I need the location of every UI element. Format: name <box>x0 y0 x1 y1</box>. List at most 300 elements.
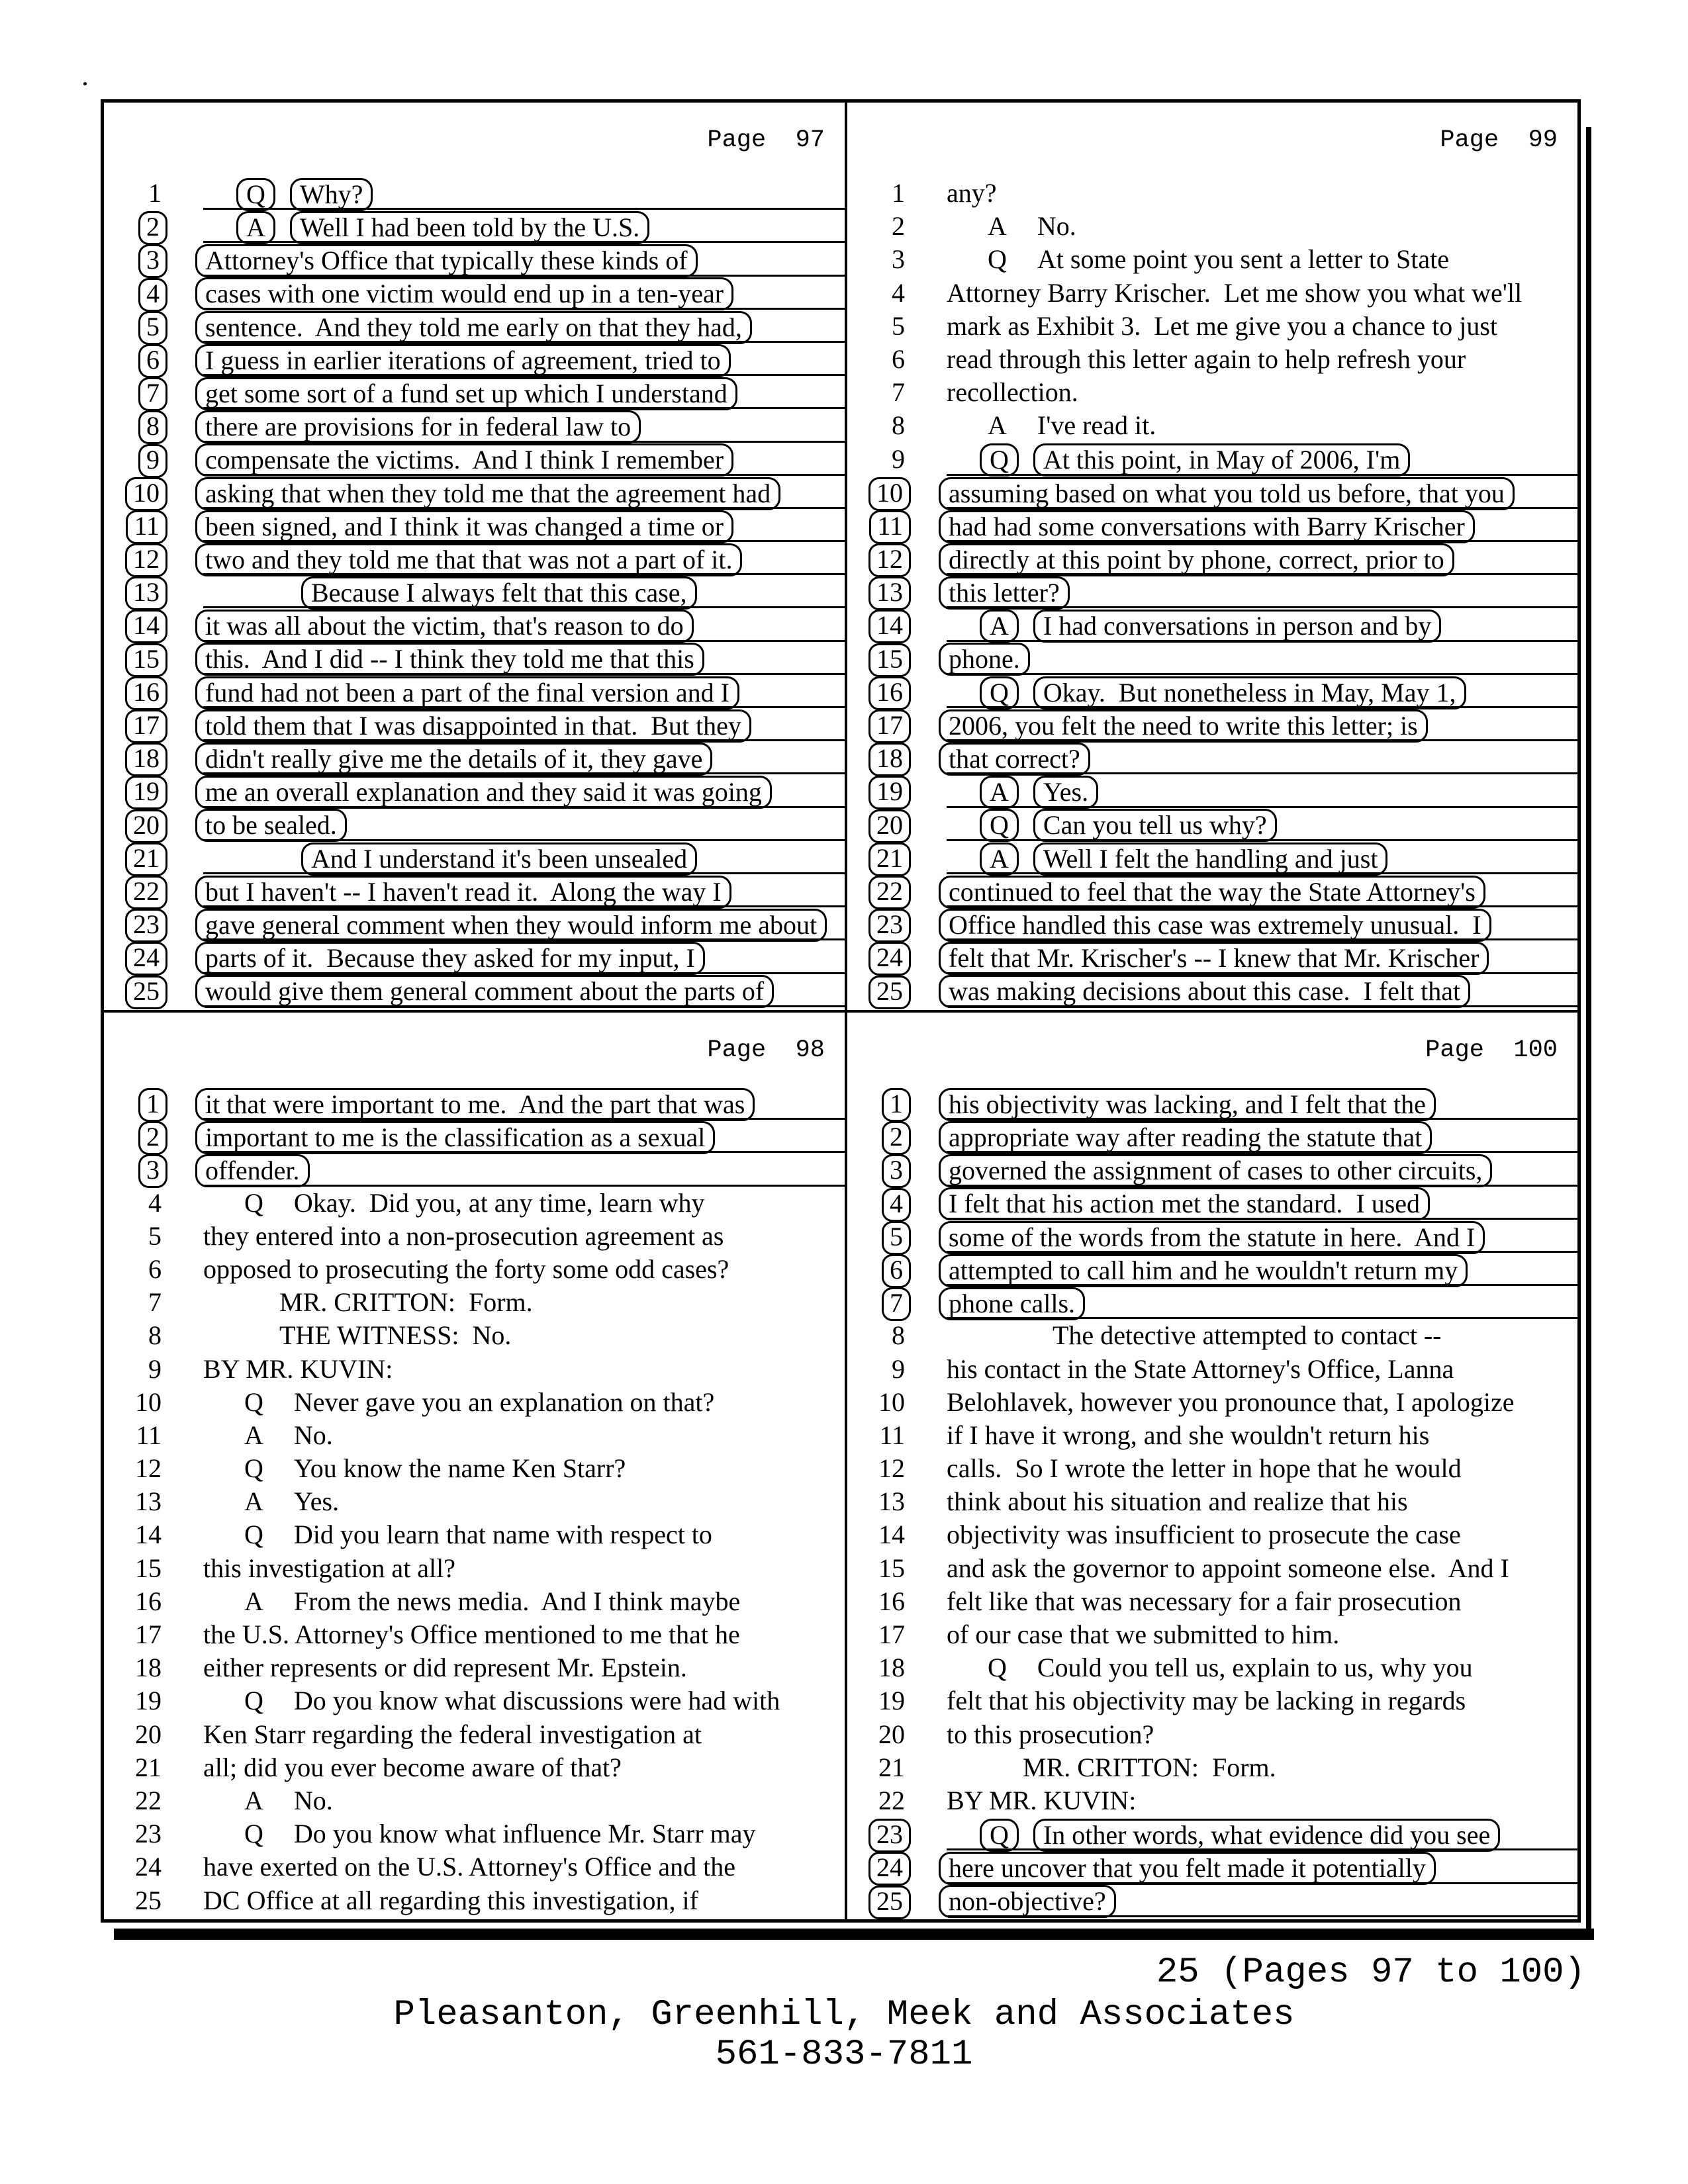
transcript-line <box>104 1684 845 1717</box>
line-text: if I have it wrong, and she wouldn't return his <box>947 1420 1430 1450</box>
line-number-circled: 25 <box>868 976 911 1009</box>
line-number-cell <box>104 409 167 442</box>
line-number: 18 <box>135 1653 162 1683</box>
line-number: 11 <box>136 1420 162 1450</box>
line-text-highlight-boxed: that correct? <box>939 743 1090 776</box>
line-text-highlight-boxed: Because I always felt that this case, <box>301 576 697 610</box>
transcript-line <box>104 1286 845 1319</box>
line-number-cell <box>847 1684 911 1717</box>
line-text-area <box>947 741 1577 774</box>
line-number-cell <box>847 376 911 409</box>
line-text: read through this letter again to help refresh your <box>947 343 1466 374</box>
line-number-circled: 16 <box>868 676 911 710</box>
line-number-circled: 7 <box>138 377 167 411</box>
transcript-line <box>847 443 1577 476</box>
line-number-cell <box>104 1120 167 1153</box>
line-text: have exerted on the U.S. Attorney's Office and the <box>203 1852 736 1882</box>
line-number-circled: 18 <box>868 743 911 776</box>
qa-prefix: Q <box>244 1387 263 1417</box>
line-text-area <box>947 177 1577 210</box>
line-number: 15 <box>135 1553 162 1583</box>
line-number: 9 <box>892 1353 905 1384</box>
line-text-area <box>947 243 1577 276</box>
line-number-circled: 22 <box>125 876 167 909</box>
transcript-line <box>847 1485 1577 1518</box>
qa-prefix: Q <box>244 1187 263 1218</box>
line-number-circled: 6 <box>138 344 167 378</box>
line-text: From the news media. And I think maybe <box>293 1586 741 1616</box>
line-number-cell <box>104 1187 167 1220</box>
line-number: 23 <box>135 1819 162 1849</box>
line-number-cell <box>104 1419 167 1452</box>
line-number-circled: 24 <box>868 1852 911 1886</box>
line-text-area <box>203 1884 845 1917</box>
line-text-highlight-boxed: this. And I did -- I think they told me that this <box>195 643 704 676</box>
line-text-area <box>203 1485 845 1518</box>
line-number-cell <box>847 1784 911 1817</box>
line-text-area <box>203 1751 845 1784</box>
line-number-cell <box>847 1817 911 1850</box>
line-number-circled: 5 <box>138 311 167 345</box>
line-text: opposed to prosecuting the forty some odd cases? <box>203 1253 729 1284</box>
footer-page-count: 25 (Pages 97 to 100) <box>1156 1952 1585 1993</box>
line-number-circled: 14 <box>868 610 911 643</box>
line-number: 1 <box>892 178 905 208</box>
line-text-highlight-boxed: there are provisions for in federal law to <box>195 410 641 443</box>
line-number-cell <box>104 1253 167 1286</box>
line-text-highlight-boxed: didn't really give me the details of it, they gave <box>195 743 712 776</box>
line-text-area <box>203 675 845 708</box>
line-text-area <box>203 1784 845 1817</box>
line-number: 24 <box>135 1852 162 1882</box>
line-number-circled: 3 <box>882 1154 911 1188</box>
transcript-line <box>104 277 845 310</box>
line-number-cell <box>847 1452 911 1485</box>
line-number: 21 <box>135 1752 162 1782</box>
line-number-cell <box>104 1684 167 1717</box>
page-shadow-bottom <box>114 1929 1594 1940</box>
line-number: 16 <box>878 1586 905 1616</box>
transcript-line <box>104 675 845 708</box>
line-text: BY MR. KUVIN: <box>203 1353 393 1384</box>
transcript-line <box>104 243 845 276</box>
line-text-area <box>203 177 845 210</box>
transcript-line <box>104 443 845 476</box>
line-text-area <box>203 1718 845 1751</box>
line-number-circled: 7 <box>882 1287 911 1321</box>
page-cell-100 <box>847 1013 1577 1919</box>
line-text: Okay. Did you, at any time, learn why <box>293 1187 705 1218</box>
line-number: 16 <box>135 1586 162 1616</box>
transcript-line <box>104 608 845 641</box>
transcript-line <box>847 1684 1577 1717</box>
line-number-cell <box>104 1618 167 1651</box>
line-number-circled: 25 <box>868 1886 911 1919</box>
line-text-area <box>203 741 845 774</box>
qa-prefix: Q <box>980 443 1019 477</box>
transcript-line <box>847 1884 1577 1917</box>
line-number: 15 <box>878 1553 905 1583</box>
line-number-circled: 25 <box>125 976 167 1009</box>
line-text: No. <box>293 1420 333 1450</box>
line-text: objectivity was insufficient to prosecute the case <box>947 1520 1461 1550</box>
line-text-area <box>947 708 1577 741</box>
line-number-circled: 24 <box>868 942 911 976</box>
line-text: DC Office at all regarding this investigation, if <box>203 1885 698 1915</box>
transcript-line <box>104 1187 845 1220</box>
line-number-cell <box>104 1585 167 1618</box>
line-text-highlight-boxed: 2006, you felt the need to write this letter; is <box>939 709 1428 743</box>
line-number: 11 <box>879 1420 905 1450</box>
transcript-line <box>104 1153 845 1186</box>
line-number-circled: 19 <box>125 776 167 809</box>
line-text-area <box>947 1884 1577 1917</box>
line-number-cell <box>104 841 167 874</box>
transcript-line <box>104 1386 845 1419</box>
line-number: 25 <box>135 1885 162 1915</box>
line-number-cell <box>847 509 911 542</box>
line-text-highlight-boxed: to be sealed. <box>195 809 347 842</box>
line-text-highlight-boxed: some of the words from the statute in here. And I <box>939 1221 1485 1254</box>
transcript-line <box>104 1253 845 1286</box>
line-text-area <box>203 1518 845 1551</box>
line-number-cell <box>104 1552 167 1585</box>
line-number-cell <box>847 1751 911 1784</box>
line-text-area <box>203 841 845 874</box>
line-text-area <box>947 1452 1577 1485</box>
line-number-circled: 9 <box>138 444 167 478</box>
line-text-area <box>203 1684 845 1717</box>
transcript-line <box>847 376 1577 409</box>
transcript-line <box>104 1850 845 1884</box>
line-number-circled: 20 <box>868 809 911 843</box>
page-shadow-right <box>1586 127 1591 1938</box>
line-text: THE WITNESS: No. <box>279 1320 512 1351</box>
line-text-area <box>203 1585 845 1618</box>
line-text: Could you tell us, explain to us, why you <box>1037 1653 1473 1683</box>
footer-reporter-firm: Pleasanton, Greenhill, Meek and Associates <box>393 1995 1295 2035</box>
line-text-area <box>203 575 845 608</box>
line-text-area <box>947 1817 1577 1850</box>
footer-phone-number: 561-833-7811 <box>715 2034 973 2075</box>
page-header: Page 98 <box>707 1036 825 1064</box>
transcript-line <box>847 1286 1577 1319</box>
line-number-cell <box>847 542 911 575</box>
transcript-line <box>847 974 1577 1007</box>
line-number-cell <box>104 243 167 276</box>
line-number-cell <box>104 542 167 575</box>
line-text: Yes. <box>293 1486 340 1517</box>
line-number-circled: 4 <box>138 278 167 312</box>
line-text: mark as Exhibit 3. Let me give you a chance to just <box>947 310 1497 341</box>
line-number: 8 <box>892 410 905 441</box>
line-number-cell <box>104 708 167 741</box>
line-number-cell <box>104 1518 167 1551</box>
line-text-highlight-boxed: phone. <box>939 643 1030 676</box>
line-text-area <box>947 542 1577 575</box>
line-number-cell <box>847 940 911 974</box>
line-text-highlight-boxed: parts of it. Because they asked for my input, I <box>195 942 705 975</box>
transcript-line <box>847 1319 1577 1352</box>
transcript-line <box>847 940 1577 974</box>
transcript-line <box>104 575 845 608</box>
line-number-cell <box>847 708 911 741</box>
line-text-area <box>203 1618 845 1651</box>
line-number: 9 <box>148 1353 162 1384</box>
transcript-line <box>104 1087 845 1120</box>
line-text: Attorney Barry Krischer. Let me show you what we'll <box>947 277 1523 308</box>
line-number-circled: 11 <box>869 510 911 544</box>
line-text-area <box>947 1552 1577 1585</box>
line-text-area <box>203 1286 845 1319</box>
transcript-line <box>847 1518 1577 1551</box>
qa-prefix: Q <box>988 244 1007 275</box>
line-text-area <box>947 1386 1577 1419</box>
line-text-area <box>203 1087 845 1120</box>
transcript-line <box>847 1353 1577 1386</box>
line-number-cell <box>104 575 167 608</box>
line-text-area <box>947 575 1577 608</box>
line-text-area <box>203 1386 845 1419</box>
line-text-highlight-boxed: sentence. And they told me early on that they had, <box>195 311 752 344</box>
line-text-highlight-boxed: Yes. <box>1033 776 1098 809</box>
line-text-area <box>947 874 1577 907</box>
line-text-area <box>947 907 1577 940</box>
transcript-line <box>104 1220 845 1253</box>
line-text-area <box>203 1552 845 1585</box>
line-number-cell <box>104 642 167 675</box>
line-text-area <box>203 443 845 476</box>
qa-prefix: Q <box>988 1653 1007 1683</box>
line-text-area <box>203 1353 845 1386</box>
transcript-line <box>847 1817 1577 1850</box>
line-text-area <box>947 841 1577 874</box>
line-number-cell <box>104 177 167 210</box>
line-text-highlight-boxed: attempted to call him and he wouldn't return my <box>939 1254 1468 1287</box>
transcript-line <box>847 1153 1577 1186</box>
line-text-highlight-boxed: this letter? <box>939 576 1070 610</box>
line-text-area <box>203 243 845 276</box>
qa-prefix: Q <box>980 676 1019 709</box>
line-number-cell <box>847 1485 911 1518</box>
line-text-area <box>203 476 845 509</box>
line-text-highlight-boxed: asking that when they told me that the agreement had <box>195 477 780 510</box>
line-number: 17 <box>135 1619 162 1649</box>
line-text-highlight-boxed: had had some conversations with Barry Krischer <box>939 510 1475 543</box>
line-text-area <box>947 1353 1577 1386</box>
line-number-cell <box>847 1353 911 1386</box>
line-number-cell <box>104 874 167 907</box>
line-number-cell <box>847 1153 911 1186</box>
line-number-cell <box>104 1220 167 1253</box>
transcript-line <box>847 1386 1577 1419</box>
line-number: 4 <box>892 277 905 308</box>
line-text-highlight-boxed: continued to feel that the way the State Attorney's <box>939 876 1485 909</box>
line-text-area <box>203 642 845 675</box>
line-number-circled: 16 <box>125 676 167 710</box>
line-number-circled: 23 <box>868 1819 911 1852</box>
line-text-highlight-boxed: compensate the victims. And I think I remember <box>195 443 733 477</box>
line-number-cell <box>104 1087 167 1120</box>
line-number-cell <box>847 1386 911 1419</box>
qa-prefix: Q <box>244 1819 263 1849</box>
line-number-circled: 4 <box>882 1188 911 1222</box>
line-text-highlight-boxed: get some sort of a fund set up which I understand <box>195 377 737 410</box>
line-number-cell <box>104 277 167 310</box>
line-text: and ask the governor to appoint someone else. And I <box>947 1553 1509 1583</box>
line-number-circled: 23 <box>125 909 167 942</box>
line-text-area <box>947 1751 1577 1784</box>
line-text-area <box>203 310 845 343</box>
line-text-highlight-boxed: told them that I was disappointed in that. But they <box>195 709 751 743</box>
line-number-cell <box>104 1153 167 1186</box>
transcript-line <box>847 1120 1577 1153</box>
line-text-highlight-boxed: directly at this point by phone, correct, prior to <box>939 543 1454 576</box>
line-text-highlight-boxed: assuming based on what you told us before, that you <box>939 477 1515 510</box>
line-number-cell <box>104 443 167 476</box>
line-text-area <box>203 343 845 376</box>
line-text-area <box>947 1718 1577 1751</box>
line-text-highlight-boxed: but I haven't -- I haven't read it. Along the way I <box>195 876 731 909</box>
line-text-area <box>947 1618 1577 1651</box>
transcript-line <box>104 343 845 376</box>
line-text: MR. CRITTON: Form. <box>1023 1752 1276 1782</box>
line-text: think about his situation and realize that his <box>947 1486 1408 1517</box>
line-text-area <box>203 277 845 310</box>
qa-prefix: Q <box>244 1453 263 1484</box>
qa-prefix: A <box>244 1586 263 1616</box>
line-text-highlight-boxed: fund had not been a part of the final version and I <box>195 676 739 709</box>
line-number-cell <box>847 443 911 476</box>
line-text-area <box>203 1187 845 1220</box>
line-text-area <box>203 608 845 641</box>
transcript-line <box>847 874 1577 907</box>
line-number-cell <box>847 409 911 442</box>
line-text-highlight-boxed: I guess in earlier iterations of agreement, tried to <box>195 344 731 377</box>
line-number-cell <box>104 974 167 1007</box>
line-number-circled: 19 <box>868 776 911 809</box>
page-cell-97 <box>104 103 847 1013</box>
transcript-line <box>104 808 845 841</box>
line-text-area <box>203 1319 845 1352</box>
line-text: MR. CRITTON: Form. <box>279 1287 533 1318</box>
line-number-cell <box>104 310 167 343</box>
line-number-circled: 23 <box>868 909 911 942</box>
line-number-cell <box>104 476 167 509</box>
line-text-area <box>947 1485 1577 1518</box>
line-number-circled: 20 <box>125 809 167 843</box>
line-number-cell <box>847 1319 911 1352</box>
line-text-area <box>203 376 845 409</box>
line-number: 3 <box>892 244 905 275</box>
transcript-line <box>104 907 845 940</box>
line-text-area <box>947 210 1577 243</box>
line-text-area <box>947 509 1577 542</box>
line-text-area <box>947 1518 1577 1551</box>
transcript-line <box>104 1718 845 1751</box>
line-number-cell <box>847 741 911 774</box>
line-number: 20 <box>878 1719 905 1749</box>
line-text-highlight-boxed: Well I felt the handling and just <box>1033 842 1388 876</box>
qa-prefix: A <box>244 1420 263 1450</box>
line-number: 17 <box>878 1619 905 1649</box>
line-number-cell <box>847 1651 911 1684</box>
line-text-area <box>947 376 1577 409</box>
page-header: Page 100 <box>1425 1036 1558 1064</box>
line-number-cell <box>104 1884 167 1917</box>
line-text-area <box>947 1585 1577 1618</box>
line-text-area <box>947 774 1577 807</box>
line-number-cell <box>847 1585 911 1618</box>
line-text-highlight-boxed: here uncover that you felt made it potentially <box>939 1852 1436 1885</box>
line-number-cell <box>847 243 911 276</box>
line-text-highlight-boxed: been signed, and I think it was changed a time or <box>195 510 733 543</box>
line-number-cell <box>847 974 911 1007</box>
transcript-line <box>104 874 845 907</box>
line-number: 4 <box>148 1187 162 1218</box>
line-number-circled: 22 <box>868 876 911 909</box>
transcript-line <box>104 1353 845 1386</box>
transcript-line <box>847 1220 1577 1253</box>
transcript-line <box>104 774 845 807</box>
line-text: BY MR. KUVIN: <box>947 1785 1137 1815</box>
transcript-line <box>847 1751 1577 1784</box>
qa-prefix: A <box>980 776 1019 809</box>
qa-prefix: Q <box>244 1520 263 1550</box>
line-text: You know the name Ken Starr? <box>293 1453 626 1484</box>
qa-prefix: Q <box>980 1819 1019 1852</box>
line-number-cell <box>847 1718 911 1751</box>
transcript-line <box>104 708 845 741</box>
line-number: 19 <box>135 1686 162 1716</box>
transcript-line <box>104 1518 845 1551</box>
line-number: 6 <box>148 1253 162 1284</box>
transcript-line <box>104 210 845 243</box>
transcript-line <box>104 1817 845 1850</box>
line-number-cell <box>847 642 911 675</box>
line-number-cell <box>104 1718 167 1751</box>
line-text-highlight-boxed: two and they told me that that was not a part of it. <box>195 543 742 576</box>
line-text-area <box>203 808 845 841</box>
line-text: any? <box>947 178 997 208</box>
transcript-line <box>847 243 1577 276</box>
line-text: his contact in the State Attorney's Office, Lanna <box>947 1353 1454 1384</box>
line-text-highlight-boxed: In other words, what evidence did you see <box>1033 1819 1500 1852</box>
line-text-area <box>203 974 845 1007</box>
line-text-highlight-boxed: cases with one victim would end up in a ten-year <box>195 277 733 310</box>
line-number-cell <box>847 675 911 708</box>
transcript-line <box>847 1087 1577 1120</box>
line-number-circled: 10 <box>868 477 911 511</box>
line-number: 10 <box>135 1387 162 1417</box>
line-number: 13 <box>878 1486 905 1517</box>
line-text-area <box>203 1253 845 1286</box>
line-text-area <box>203 210 845 243</box>
line-text-highlight-boxed: would give them general comment about the parts of <box>195 975 774 1008</box>
line-text: Never gave you an explanation on that? <box>293 1387 715 1417</box>
line-number-cell <box>104 741 167 774</box>
line-number-circled: 15 <box>868 643 911 677</box>
line-number: 2 <box>892 211 905 242</box>
line-text-area <box>947 1319 1577 1352</box>
transcript-line <box>104 476 845 509</box>
line-number: 6 <box>892 343 905 374</box>
transcript-line <box>847 343 1577 376</box>
transcript-line <box>847 1850 1577 1884</box>
line-number-cell <box>847 1120 911 1153</box>
line-number-circled: 2 <box>882 1121 911 1155</box>
line-text-area <box>203 774 845 807</box>
